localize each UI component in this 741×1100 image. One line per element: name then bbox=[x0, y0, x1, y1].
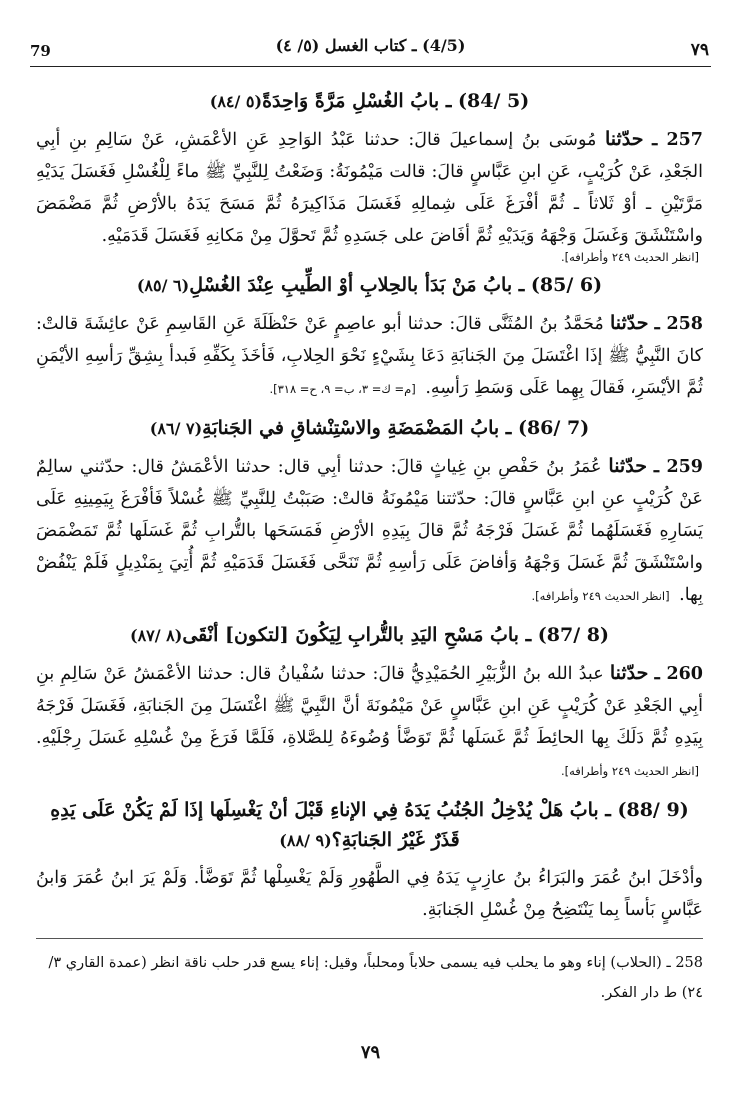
chapter-heading bbox=[36, 413, 703, 444]
commentary-text: وأدْخَلَ ابنُ عُمَرَ والبَرَاءُ بنُ عازِبٍ يَدَهُ فِي الطَّهُورِ وَلَمْ يَغْسِلْها ثُمَّ تَوَضَّأ. وَلَمْ يَرَ ابنُ عُمَرَ وَابنُ عَبَّاسٍ بَأساً بِما يَنْتَضِحُ مِنْ غُسْلِ الجَنابَةِ. bbox=[36, 868, 703, 920]
chapter-number: (٧ /٨٦) bbox=[149, 419, 203, 438]
hadith-text: عُمَرُ بنُ حَفْصِ بنِ غِياثٍ قالَ: حدثنا أبِي قال: حدثنا الأعْمَشُ قال: حدّثني سالِمٌ عَنْ كُرَيْبٍ عنِ ابنِ عَبَّاسٍ قالَ: حدّثتنا مَيْمُونَةُ قالتْ: صَبَبْتُ لِلنَّبِيِّ ﷺ غُسْلاً فَأفْرَغَ بِيَمِينِهِ عَلَى يَسَارِهِ فَغَسَلَهُما ثُمَّ غَسَلَ فَرْجَهُ ثُمَّ قالَ بِيَدِهِ الأرْضِ فَمَسَحَها بالتُّرابِ ثُمَّ غَسَلَها ثُمَّ تَمَضْمَضَ واسْتَنْشَقَ ثُمَّ غَسَلَ وَجْهَهُ وَأفاضَ عَلَى رَأسِهِ ثُمَّ تَنَحَّى فَغَسَلَ قَدَمَيْهِ ثُمَّ أُتِيَ بِمَنْدِيلٍ فَلَمْ يَنْفُضْ بِها. bbox=[36, 457, 703, 605]
footnote: 258 ـ (الحلاب) إناء وهو ما يحلب فيه يسمى حلاباً ومحلباً، وقيل: إناء يسع قدر حلب ناقة انظر (عمدة القاري ٣/ ٢٤) ط دار الفكر. bbox=[48, 955, 703, 1001]
hadith-paragraph bbox=[36, 307, 703, 405]
hadith-lead: حدّثنا bbox=[608, 455, 647, 477]
chapter-title: (9 /88) ـ بابُ هَلْ يُدْخِلُ الجُنُبُ يَدَهُ فِي الإناءِ قَبْلَ أنْ يَغْسِلَها إذَا لَمْ يَكُنْ عَلَى يَدِهِ قَذَرٌ غَيْرُ الجَنابَةِ؟ bbox=[50, 799, 689, 851]
hadith-reference: [انظر الحديث ٢٤٩ وأطرافه]. bbox=[560, 250, 699, 264]
footnote-rule bbox=[36, 938, 703, 939]
chapter-title: (7 /86) ـ بابُ المَضْمَضَةِ والاسْتِنْشاقِ في الجَنابَةِ bbox=[202, 417, 590, 439]
page-number-latin: 79 bbox=[30, 42, 51, 60]
hadith-text: عبدُ الله بنُ الزُّبَيْرِ الحُمَيْدِيُّ قالَ: حدثنا سُفْيانُ قال: حدثنا الأعْمَشُ عَنْ سَالِمِ بنِ أبِي الجَعْدِ عَنْ كُرَيْبٍ عَنِ ابنِ عَبَّاسٍ عَنْ مَيْمُونَةَ أنَّ النَّبِيَّ ﷺ اغْتَسَلَ مِنَ الجَنابَةِ، فَغَسَلَ فَرْجَهُ بِيَدِهِ ثُمَّ دَلَكَ بِها الحائِطَ ثُمَّ غَسَلَها ثُمَّ تَوَضَّأ وُضُوءَهُ لِلصَّلاةِ، فَلَمَّا فَرَغَ مِنْ غُسْلِهِ غَسَلَ رِجْلَيْهِ. bbox=[36, 664, 703, 748]
hadith-number: 260 ـ bbox=[654, 664, 703, 684]
hadith-paragraph bbox=[36, 123, 703, 252]
chapter-title: (5 /84) ـ بابُ الغُسْلِ مَرَّةً وَاحِدَةً bbox=[262, 90, 530, 112]
chapter-title: (8 /87) ـ بابُ مَسْحِ اليَدِ بالتُّرابِ لِيَكُونَ [لتكون] أنْقَى bbox=[182, 624, 610, 646]
chapter-title: (6 /85) ـ بابُ مَنْ بَدَأ بالحِلابِ أوْ الطِّيبِ عِنْدَ الغُسْلِ bbox=[189, 274, 603, 296]
header-rule bbox=[30, 66, 711, 67]
running-title: (4/5) ـ كتاب الغسل (٥/ ٤) bbox=[275, 36, 466, 55]
hadith-lead: حدّثنا bbox=[605, 128, 644, 150]
chapter-number: (٥ /٨٤) bbox=[209, 92, 263, 111]
chapter-heading bbox=[36, 620, 703, 651]
hadith-paragraph bbox=[36, 657, 703, 787]
hadith-lead: حدّثنا bbox=[609, 662, 649, 684]
hadith-lead: حدّثنا bbox=[609, 312, 649, 334]
chapter-number: (٦ /٨٥) bbox=[136, 276, 190, 295]
chapter-number: (٩ /٨٨) bbox=[279, 831, 332, 850]
footer-page-number: ٧٩ bbox=[360, 1042, 381, 1063]
hadith-number: 257 ـ bbox=[652, 130, 703, 150]
chapter-number: (٨ /٨٧) bbox=[129, 626, 183, 645]
hadith-text: مُحَمَّدُ بنُ المُثَنَّى قالَ: حدثنا أبو عاصِمٍ عَنْ حَنْظَلَةَ عَنِ القَاسِمِ عَنْ عائِشَةَ قالتْ: كانَ النَّبِيُّ ﷺ إذَا اغْتَسَلَ مِنَ الجَنابَةِ دَعَا بِشَيْءٍ نَحْوَ الحِلابِ، فَأخَذَ بِكَفِّهِ فَبدأ بِشِقِّ رَأسِهِ الأيْمَنِ ثُمَّ الأيْسَرِ، فَقالَ بِهِما عَلَى وَسَطِ رَأسِهِ. bbox=[36, 314, 703, 398]
hadith-number: 258 ـ bbox=[654, 314, 703, 334]
page-number-arabic: ٧٩ bbox=[690, 40, 709, 60]
page-header bbox=[30, 30, 711, 66]
chapter-commentary bbox=[36, 862, 703, 926]
hadith-text: مُوسَى بنُ إسماعيلَ قالَ: حدثنا عَبْدُ الوَاحِدِ عَنِ الأعْمَشِ، عَنْ سَالِمِ بنِ أبِي الجَعْدِ، عَنْ كُرَيْبٍ، عَنِ ابنِ عَبَّاسٍ قالَ: قالت مَيْمُونَةُ: وَضَعْتُ لِلنَّبِيِّ ﷺ ماءً لِلْغُسْلِ فَغَسَلَ يَدَيْهِ مَرَّتَيْنِ ـ أوْ ثَلاثاً ـ ثُمَّ أفْرَغَ عَلَى شِمالِهِ فَغَسَلَ مَذَاكِيرَهُ ثُمَّ مَسَحَ يَدَهُ بالأرْضِ ثُمَّ مَضْمَضَ واسْتَنْشَقَ وَغَسَلَ وَجْهَهُ وَيَدَيْهِ ثُمَّ أفَاضَ على جَسَدِهِ ثُمَّ تَحوَّلَ مِنْ مَكانِهِ فَغَسَلَ قَدَمَيْهِ. bbox=[36, 130, 703, 246]
hadith-paragraph bbox=[36, 450, 703, 612]
hadith-reference: [م= ك= ٣، ب= ٩، ح= ٣١٨]. bbox=[269, 382, 416, 396]
hadith-number: 259 ـ bbox=[653, 457, 703, 477]
hadith-reference: [انظر الحديث ٢٤٩ وأطرافه]. bbox=[560, 764, 699, 778]
hadith-reference: [انظر الحديث ٢٤٩ وأطرافه]. bbox=[531, 589, 670, 603]
chapter-heading bbox=[36, 795, 703, 856]
chapter-heading bbox=[36, 86, 703, 117]
page-body bbox=[36, 84, 703, 926]
chapter-heading bbox=[36, 270, 703, 301]
